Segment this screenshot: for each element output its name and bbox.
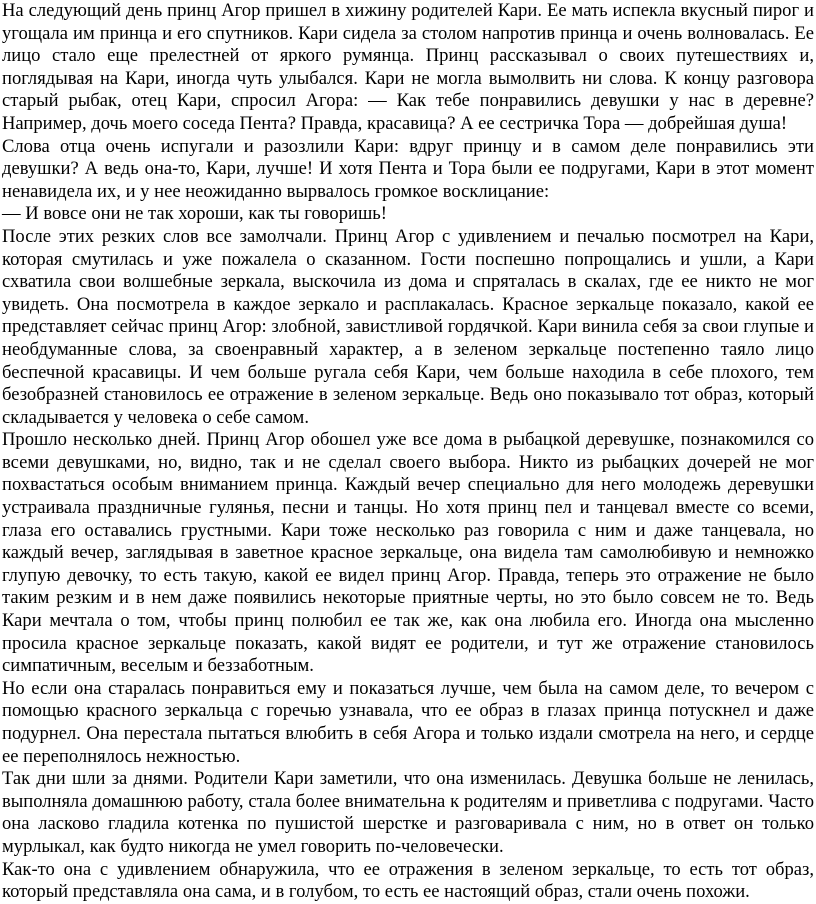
paragraph-days-passed: Прошло несколько дней. Принц Агор обошел уже все дома в рыбацкой деревушке, познакомился со всеми девушками, но, видно, так и не сделал своего выбора. Никто из рыбацких дочерей не мог похвастаться особым вниманием принца. Каждый вечер специально для него молодежь деревушки устраивала праздничные гулянья, песни и танцы. Но хотя принц пел и танцевал вместе со всеми, глаза его оставались грустными. Кари тоже несколько раз говорила с ним и даже танцевала, но каждый вечер, заглядывая в заветное красное зеркальце, она видела там самолюбивую и немножко глупую девочку, то есть такую, какой ее видел принц Агор. Правда, теперь это отражение не было таким резким и в нем даже появились некоторые приятные черты, но это было совсем не то. Ведь Кари мечтала о том, чтобы принц полюбил ее так же, как она любила его. Иногда она мысленно просила красное зеркальце показать, какой видят ее родители, и тут же отражение становилось симпатичным, веселым и беззаботным. [2,429,814,677]
paragraph-days-went: Так дни шли за днями. Родители Кари заметили, что она изменилась. Девушка больше не ленилась, выполняла домашнюю работу, стала более внимательна к родителям и приветлива с подругами. Часто она ласково гладила котенка по пушистой шерстке и разговаривала с ним, но в ответ он только мурлыкал, как будто никогда не умел говорить по-человечески. [2,768,814,857]
paragraph-arrival: На следующий день принц Агор пришел в хижину родителей Кари. Ее мать испекла вкусный пирог и угощала им принца и его спутников. Кари сидела за столом напротив принца и очень волновалась. Ее лицо стало еще прелестней от яркого румянца. Принц рассказывал о своих путешествиях и, поглядывая на Кари, иногда чуть улыбался. Кари не могла вымолвить ни слова. К концу разговора старый рыбак, отец Кари, спросил Агора: — Как тебе понравились девушки у нас в деревне? Например, дочь моего соседа Пента? Правда, красавица? А ее сестричка Тора — добрейшая душа! [2,0,814,134]
paragraph-red-mirror: Но если она старалась понравиться ему и показаться лучше, чем была на самом деле, то вечером с помощью красного зеркальца с горечью узнавала, что ее образ в глазах принца потускнел и даже подурнел. Она перестала пытаться влюбить в себя Агора и только издали смотрела на него, и сердце ее переполнялось нежностью. [2,677,814,767]
paragraph-father-words: Слова отца очень испугали и разозлили Кари: вдруг принцу и в самом деле понравились эти девушки? А ведь она-то, Кари, лучше! И хотя Пента и Тора были ее подругами, Кари в этот момент ненавидела их, и у нее неожиданно вырвалось громкое восклицание: [2,135,814,202]
paragraph-reflections: Как-то она с удивлением обнаружила, что ее отражения в зеленом зеркальце, то есть тот образ, который представляла она сама, и в голубом, то есть ее настоящий образ, стали очень похожи. [2,858,814,903]
paragraph-silence: После этих резких слов все замолчали. Принц Агор с удивлением и печалью посмотрел на Кари, которая смутилась и уже пожалела о сказанном. Гости поспешно попрощались и ушли, а Кари схватила свои волшебные зеркала, выскочила из дома и спряталась в скалах, где ее никто не мог увидеть. Она посмотрела в каждое зеркало и расплакалась. Красное зеркальце показало, какой ее представляет сейчас принц Агор: злобной, завистливой гордячкой. Кари винила себя за свои глупые и необдуманные слова, за своенравный характер, а в зеленом зеркальце постепенно таяло лицо беспечной красавицы. И чем больше ругала себя Кари, чем больше находила в себе плохого, тем безобразней становилось ее отражение в зеленом зеркальце. Ведь оно показывало тот образ, который складывается у человека о себе самом. [2,225,814,428]
paragraph-exclamation: — И вовсе они не так хороши, как ты говоришь! [2,203,387,225]
